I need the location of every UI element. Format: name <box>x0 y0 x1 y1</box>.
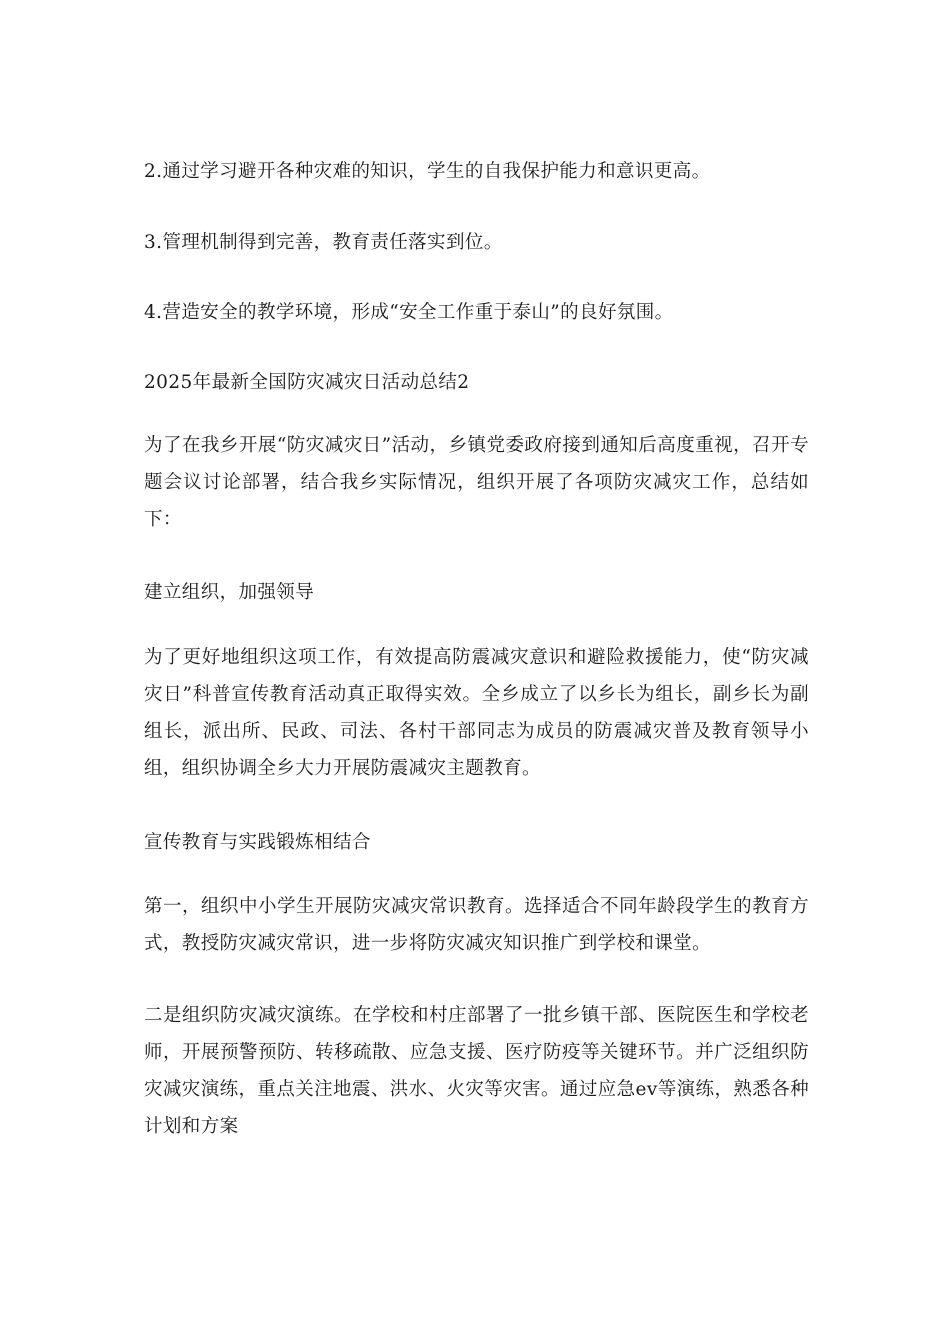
section-title: 2025年最新全国防灾减灾日活动总结2 <box>144 372 470 393</box>
list-item-2: 2.通过学习避开各种灾难的知识，学生的自我保护能力和意识更高。 <box>144 161 711 182</box>
list-item-4: 4.营造安全的教学环境，形成“安全工作重于泰山”的良好氛围。 <box>144 302 674 323</box>
first-point-paragraph: 第一，组织中小学生开展防灾减灾常识教育。选择适合不同年龄段学生的教育方式，教授防灾减灾常识，进一步将防灾减灾知识推广到学校和课堂。 <box>144 896 809 954</box>
subheading-organization: 建立组织，加强领导 <box>144 582 315 603</box>
organization-paragraph: 为了更好地组织这项工作，有效提高防震减灾意识和避险救援能力，使“防灾减灾日”科普宣传教育活动真正取得实效。全乡成立了以乡长为组长，副乡长为副组长，派出所、民政、司法、各村干部同志为成员的防震减灾普及教育领导小组，组织协调全乡大力开展防震减灾主题教育。 <box>144 647 809 779</box>
list-item-3: 3.管理机制得到完善，教育责任落实到位。 <box>144 232 503 253</box>
subheading-education: 宣传教育与实践锻炼相结合 <box>144 832 371 853</box>
second-point-paragraph: 二是组织防灾减灾演练。在学校和村庄部署了一批乡镇干部、医院医生和学校老师，开展预警预防、转移疏散、应急支援、医疗防疫等关键环节。并广泛组织防灾减灾演练，重点关注地震、洪水、火灾等灾害。通过应急ev等演练，熟悉各种计划和方案 <box>144 1005 809 1137</box>
intro-paragraph: 为了在我乡开展“防灾减灾日”活动，乡镇党委政府接到通知后高度重视，召开专题会议讨论部署，结合我乡实际情况，组织开展了各项防灾减灾工作，总结如下： <box>144 435 809 530</box>
